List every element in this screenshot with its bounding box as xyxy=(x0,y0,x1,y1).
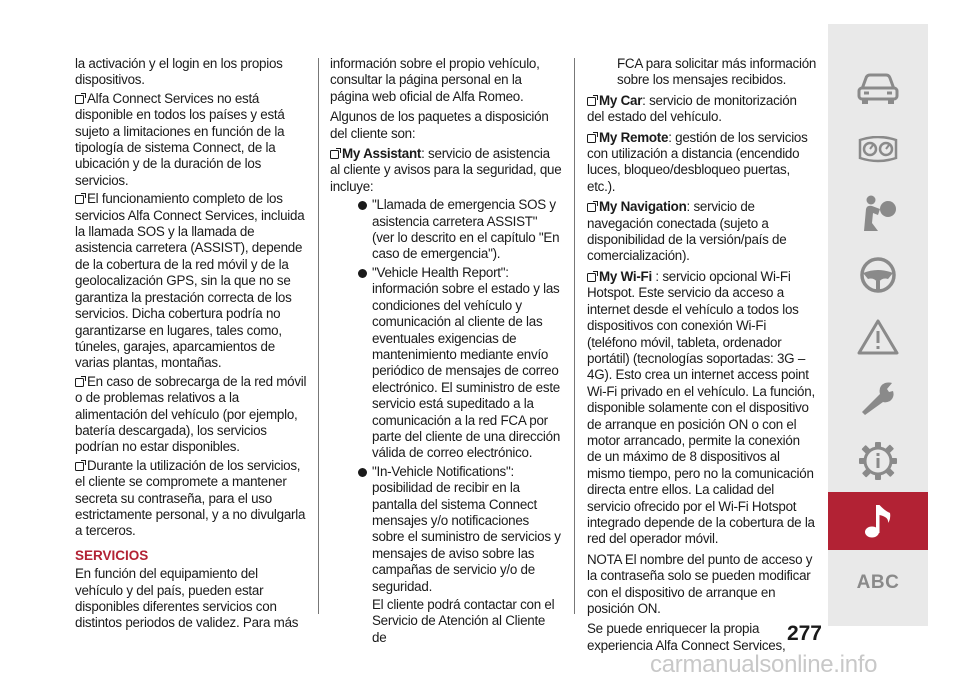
index-abc-label: ABC xyxy=(856,572,900,593)
bullet-item: "Llamada de emergencia SOS y asistencia carretera ASSIST" (ver lo descrito en el capítulo "En caso de emergencia"). xyxy=(330,197,562,263)
bullet-item: "Vehicle Health Report": información sobre el estado y las condiciones del vehículo y comunicación al cliente de las eventuales exigencias de mantenimiento mediante envío periódico de mensajes de correo electrónico. El suministro de este servicio está supeditado a la comunicación a la red FCA por parte del cliente de una dirección válida de correo electrónico. xyxy=(330,265,562,462)
nav-safety[interactable] xyxy=(828,184,928,242)
dashboard-gauge-icon xyxy=(856,136,900,166)
text-column-2 xyxy=(330,56,562,648)
airbag-safety-icon xyxy=(858,193,898,233)
column-divider xyxy=(574,58,575,614)
gear-info-icon xyxy=(857,440,899,482)
checkbox-bullet-icon xyxy=(330,150,339,159)
paragraph: información sobre el propio vehículo, consultar la página personal en la página web oficial de Alfa Romeo. xyxy=(330,56,540,104)
checklist-item: El funcionamiento completo de los servicios Alfa Connect Services, incluida la llamada SOS y la llamada de asistencia carretera (ASSIST), depende de la cobertura de la red móvil y de la geolocalización GPS, sin la que no se garantiza la prestación correcta de los servicios. Dicha cobertura podría no garantizarse en lugares, tales como, túneles, garajes, aparcamientos de varias plantas, montañas. xyxy=(75,191,305,371)
checkbox-bullet-icon xyxy=(587,134,596,143)
paragraph: Algunos de los paquetes a disposición del cliente son: xyxy=(330,109,549,141)
checkbox-bullet-icon xyxy=(587,273,596,282)
bullet-dot-icon xyxy=(358,201,367,210)
checklist-item: My Navigation: servicio de navegación conectada (sujeto a disponibilidad de la versión/país de comercialización). xyxy=(587,199,787,264)
nav-maintenance[interactable] xyxy=(828,370,928,428)
nav-emergency[interactable] xyxy=(828,308,928,366)
page-number: 277 xyxy=(786,622,822,645)
text-column-3 xyxy=(587,56,817,656)
paragraph: Se puede enriquecer la propia experiencia Alfa Connect Services, xyxy=(587,621,786,653)
checkbox-bullet-icon xyxy=(587,97,596,106)
checklist-item: Alfa Connect Services no está disponible en todos los países y está sujeto a limitaciones en función de la tipología de sistema Connect, de la ubicación y de la duración de los servicios. xyxy=(75,90,285,188)
nav-index[interactable] xyxy=(828,554,928,612)
nav-dashboard[interactable] xyxy=(828,122,928,180)
bullet-dot-icon xyxy=(358,269,367,278)
text-column-1 xyxy=(75,56,307,634)
warning-triangle-icon xyxy=(856,318,900,356)
checklist-item: My Remote: gestión de los servicios con utilización a distancia (encendido luces, bloqueo/desbloqueo puertas, etc.). xyxy=(587,129,808,194)
music-note-icon xyxy=(861,501,895,541)
column-divider xyxy=(318,58,319,614)
nav-car[interactable] xyxy=(828,60,928,118)
nav-driving[interactable] xyxy=(828,246,928,304)
checkbox-bullet-icon xyxy=(587,203,596,212)
checklist-item: My Assistant: servicio de asistencia al cliente y avisos para la seguridad, que incluye: xyxy=(330,146,562,194)
section-heading: SERVICIOS xyxy=(75,547,149,563)
paragraph: la activación y el login en los propios dispositivos. xyxy=(75,56,283,88)
nav-technical-data[interactable] xyxy=(828,432,928,490)
note-paragraph: NOTA El nombre del punto de acceso y la contraseña solo se pueden modificar con el dispositivo de arranque en posición ON. xyxy=(587,551,813,616)
watermark: carmanualsonline.info xyxy=(650,651,878,678)
wrench-icon xyxy=(858,379,898,419)
paragraph: En función del equipamiento del vehículo y del país, pueden estar disponibles diferentes servicios con distintos periodos de validez. Para más xyxy=(75,566,299,631)
chapter-sidebar xyxy=(828,24,928,626)
checklist-item: My Wi-Fi : servicio opcional Wi-Fi Hotspot. Este servicio da acceso a internet desde el vehículo a todos los dispositivos con conexión Wi-Fi (teléfono móvil, tableta, ordenador portátil) (tecnologías soportadas: 3G – 4G). Esto crea un internet access point Wi-Fi privado en el vehículo. La función, disponible solamente con el dispositivo de arranque en posición ON o con el motor arrancado, permite la conexión de un máximo de 8 dispositivos al mismo tiempo, pero no la comunicación directa entre ellos. La calidad del servicio ofrecido por el Wi-Fi Hotspot integrado depende de la cobertura de la red del operador móvil. xyxy=(587,268,815,547)
checklist-item: Durante la utilización de los servicios, el cliente se compromete a mantener secreta su contraseña, para el uso estrictamente personal, y a no divulgarla a terceros. xyxy=(75,457,306,539)
paragraph: FCA para solicitar más información sobre los mensajes recibidos. xyxy=(617,56,817,88)
paragraph: El cliente podrá contactar con el Servicio de Atención al Cliente de xyxy=(372,597,555,645)
checkbox-bullet-icon xyxy=(75,462,84,471)
checkbox-bullet-icon xyxy=(75,378,84,387)
steering-wheel-icon xyxy=(858,255,898,295)
checklist-item: My Car: servicio de monitorización del estado del vehículo. xyxy=(587,92,797,125)
bullet-dot-icon xyxy=(358,468,367,477)
checklist-item: En caso de sobrecarga de la red móvil o de problemas relativos a la alimentación del vehículo (por ejemplo, batería descargada), los servicios podrían no estar disponibles. xyxy=(75,373,307,455)
checkbox-bullet-icon xyxy=(75,195,84,204)
checkbox-bullet-icon xyxy=(75,95,84,104)
nav-multimedia[interactable] xyxy=(828,492,928,550)
car-icon xyxy=(856,72,900,106)
bullet-item: "In-Vehicle Notifications": posibilidad de recibir en la pantalla del sistema Connect mensajes y/o notificaciones sobre el suministro de servicios y mensajes de aviso sobre las campañas de servicio y/o de seguridad. xyxy=(330,464,562,595)
